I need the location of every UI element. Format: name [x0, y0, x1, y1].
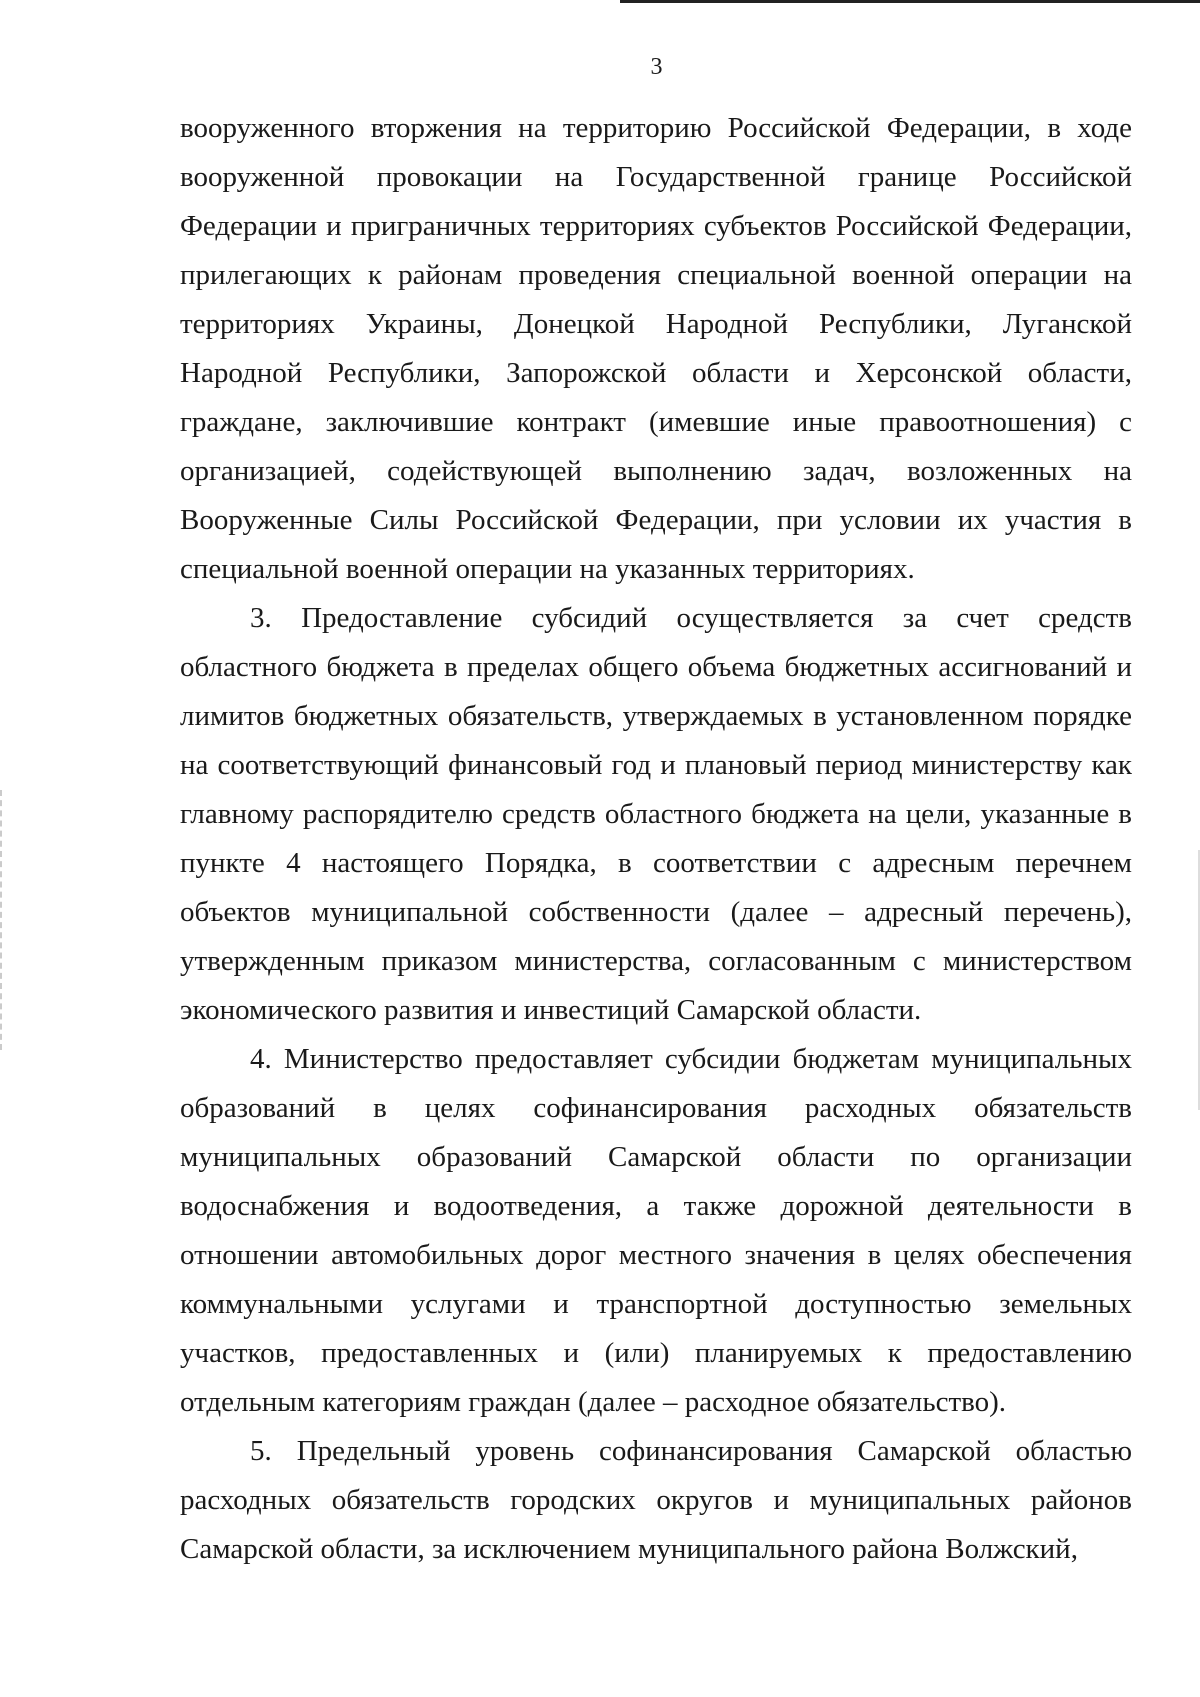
paragraph-item-3: 3. Предоставление субсидий осуществляется за счет средств областного бюджета в пределах общего объема бюджетных ассигнований и лимитов бюджетных обязательств, утверждаемых в установленном порядке на соответствующий финансовый год и плановый период министерству как главному распорядителю средств областного бюджета на цели, указанные в пункте 4 настоящего Порядка, в соответствии с адресным перечнем объектов муниципальной собственности (далее – адресный перечень), утвержденным приказом министерства, согласованным с министерством экономического развития и инвестиций Самарской области. [180, 602, 1132, 1026]
paragraph-continuation: вооруженного вторжения на территорию Российской Федерации, в ходе вооруженной провокации на Государственной границе Российской Федерации и приграничных территориях субъектов Российской Федерации, прилегающих к районам проведения специальной военной операции на территориях Украины, Донецкой Народной Республики, Луганской Народной Республики, Запорожской области и Херсонской области, граждане, заключившие контракт (имевшие иные правоотношения) с организацией, содействующей выполнению задач, возложенных на Вооруженные Силы Российской Федерации, при условии их участия в специальной военной операции на указанных территориях. [180, 112, 1132, 585]
document-body [180, 104, 1132, 1574]
page-number: 3 [650, 54, 663, 80]
scan-artifact-left [0, 790, 6, 1050]
scan-artifact-right [1195, 850, 1200, 1110]
paragraph-item-5: 5. Предельный уровень софинансирования Самарской областью расходных обязательств городских округов и муниципальных районов Самарской области, за исключением муниципального района Волжский, [180, 1435, 1132, 1565]
paragraph-item-4: 4. Министерство предоставляет субсидии бюджетам муниципальных образований в целях софинансирования расходных обязательств муниципальных образований Самарской области по организации водоснабжения и водоотведения, а также дорожной деятельности в отношении автомобильных дорог местного значения в целях обеспечения коммунальными услугами и транспортной доступностью земельных участков, предоставленных и (или) планируемых к предоставлению отдельным категориям граждан (далее – расходное обязательство). [180, 1043, 1132, 1418]
top-edge-rule [620, 0, 1200, 3]
